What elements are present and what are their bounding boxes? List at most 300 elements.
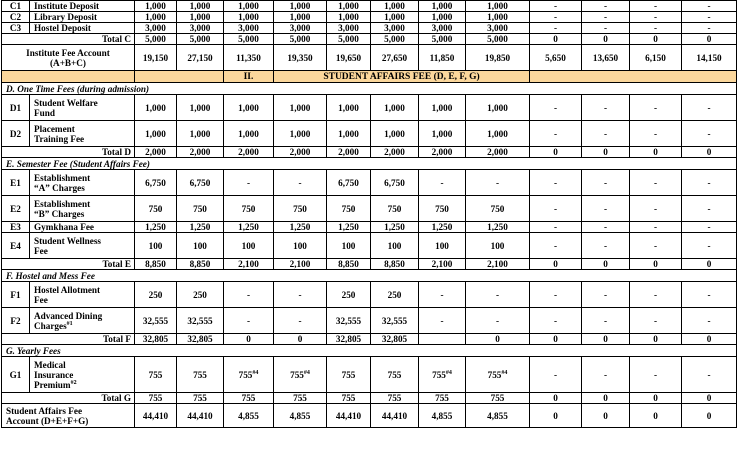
row-code-text: D2 [9,128,22,139]
value-text: 0 [553,147,558,157]
value-cell [530,121,582,147]
section-heading [2,83,737,95]
row-label [30,121,135,147]
value-text: 4,855 [289,410,311,421]
value-text: 1,000 [189,128,211,139]
value-text: - [553,289,558,300]
value-text: - [653,23,658,33]
value-text: - [653,289,658,300]
value-text: 19,350 [287,52,313,63]
value-cell [327,170,371,196]
value-text: 1,000 [238,128,259,139]
value-text: 0 [653,410,658,421]
value-cell [582,233,630,259]
value-text: 0 [553,34,558,44]
value-text: 0 [553,259,558,269]
value-cell [177,12,224,23]
value-text: 1,000 [145,1,166,11]
value-text: 755 [290,369,304,380]
row-code-text: E4 [10,240,21,251]
footnote-marker: #4 [303,369,310,376]
value-text: - [707,369,711,380]
value-cell [582,121,630,147]
row-code [2,357,30,393]
value-cell [177,282,224,308]
value-text: 11,850 [429,52,455,63]
value-cell [530,308,582,334]
value-cell [274,334,327,345]
value-cell [682,147,737,158]
value-text: - [246,289,251,300]
value-text: 1,000 [338,128,359,139]
value-text: 32,805 [187,334,213,344]
value-text: 750 [241,203,256,214]
value-cell [274,308,327,334]
value-text: - [495,289,500,300]
value-cell [466,12,530,23]
value-cell [466,222,530,233]
value-cell [466,95,530,121]
row-code [2,1,30,12]
value-cell [371,259,419,270]
value-cell [327,23,371,34]
value-cell [371,222,419,233]
value-text: 3,000 [487,23,508,33]
value-text: - [603,12,608,22]
value-cell [630,233,682,259]
value-text: 3,000 [431,23,453,33]
value-cell [371,308,419,334]
value-cell [371,45,419,71]
section-f-heading [2,270,737,282]
value-cell [466,23,530,34]
value-cell [274,222,327,233]
value-text: 3,000 [384,23,405,33]
band-spacer [135,71,224,83]
value-cell [224,45,274,71]
value-text: 2,100 [289,259,311,269]
value-cell [135,308,177,334]
row-label-text: Charges [34,320,67,331]
value-text: 250 [387,289,402,300]
value-cell [327,121,371,147]
section-band [2,71,737,83]
row-code [2,233,30,259]
value-text: 0 [653,393,658,403]
value-text: 250 [148,289,163,300]
value-text: 2,000 [431,147,453,157]
value-text: 1,000 [338,12,359,22]
section-d-heading [2,83,737,95]
value-text: 44,410 [187,410,213,421]
section-heading-text: E. Semester Fee (Student Affairs Fee) [6,158,150,169]
value-cell [224,282,274,308]
section-heading [2,270,737,282]
account-label-text: Student Affairs Fee [6,405,83,416]
row-label-text: Gymkhana Fee [34,222,94,232]
value-text: 0 [603,259,608,269]
value-cell [682,259,737,270]
value-text: - [707,1,711,11]
value-text: 1,000 [289,102,311,113]
value-cell [224,393,274,404]
value-cell [327,147,371,158]
value-text: 1,000 [189,1,211,11]
value-cell [327,259,371,270]
value-cell [419,45,466,71]
row-label-text: Medical [34,359,66,370]
value-text: 0 [297,334,303,344]
value-cell [466,34,530,45]
total-label-text: Total F [103,334,131,344]
value-cell [582,334,630,345]
value-text: 5,000 [338,34,359,44]
value-cell [327,233,371,259]
value-cell [327,334,371,345]
value-text: 100 [387,240,402,251]
total-label [2,147,135,158]
value-text: 100 [435,240,449,251]
value-text: - [440,289,444,300]
value-text: 0 [553,334,558,344]
value-text: 2,100 [487,259,508,269]
value-cell [177,259,224,270]
row-code [2,170,30,196]
value-cell [371,334,419,345]
value-cell [419,404,466,428]
row-label-text: “A” Charges [34,182,85,193]
value-text: 6,150 [645,52,666,63]
value-cell [582,23,630,34]
value-text: 250 [341,289,356,300]
value-cell [224,34,274,45]
value-text: 5,000 [289,34,311,44]
value-text: 1,000 [338,1,359,11]
value-text: 1,000 [238,12,259,22]
value-cell [630,222,682,233]
value-cell [466,1,530,12]
value-cell [466,357,530,393]
value-cell [327,12,371,23]
value-text: 755 [490,393,505,403]
row-code-text: E2 [10,203,21,214]
row-code-text: G1 [9,369,22,380]
value-cell [582,357,630,393]
value-cell [224,170,274,196]
value-text: 8,850 [189,259,211,269]
value-cell [419,357,466,393]
value-text: - [603,177,608,188]
value-cell [135,95,177,121]
value-text: 32,555 [381,315,408,326]
value-cell [371,12,419,23]
value-cell [582,34,630,45]
value-text: 1,250 [189,222,211,232]
value-cell [224,259,274,270]
value-text: 755 [387,369,402,380]
value-cell [177,308,224,334]
value-cell [630,95,682,121]
value-text: 0 [603,393,608,403]
value-text: 5,000 [384,34,405,44]
value-text: 44,410 [381,410,408,421]
value-cell [582,404,630,428]
value-cell [630,259,682,270]
table-row [2,196,737,222]
value-cell [466,259,530,270]
institute-account-row [2,45,737,71]
value-cell [466,196,530,222]
row-code-text: C3 [9,23,22,33]
row-label [30,308,135,334]
value-cell [224,121,274,147]
value-text: 6,750 [189,177,211,188]
value-cell [327,222,371,233]
value-cell [582,393,630,404]
row-label-text: Placement [34,123,75,134]
value-text: 13,650 [592,52,619,63]
value-cell [135,222,177,233]
value-text: - [653,1,658,11]
row-code [2,121,30,147]
value-cell [274,393,327,404]
value-cell [466,233,530,259]
value-text: - [653,102,658,113]
value-cell [419,95,466,121]
value-cell [371,404,419,428]
value-text: - [603,222,608,232]
value-text: - [653,177,658,188]
value-text: 4,855 [487,410,508,421]
value-text: 1,000 [289,12,311,22]
value-cell [274,12,327,23]
value-text: 2,000 [338,147,359,157]
value-text: 1,000 [189,12,211,22]
value-text: 0 [603,410,608,421]
value-cell [371,196,419,222]
value-text: - [603,23,608,33]
table-row [2,282,737,308]
value-cell [274,357,327,393]
value-text: 32,805 [381,334,408,344]
value-cell [135,357,177,393]
row-label [30,170,135,196]
value-text: - [603,102,608,113]
value-cell [135,334,177,345]
value-cell [135,12,177,23]
value-cell [327,34,371,45]
value-cell [466,170,530,196]
value-text: 755 [487,369,502,380]
value-text: 1,000 [238,102,259,113]
value-text: 250 [193,289,207,300]
value-cell [274,404,327,428]
value-text: - [603,1,608,11]
value-text: - [707,177,711,188]
value-cell [327,393,371,404]
row-label-text: Fund [34,107,55,118]
value-cell [530,282,582,308]
value-cell [327,196,371,222]
value-cell [530,357,582,393]
value-text: 100 [490,240,505,251]
value-text: 27,650 [381,52,408,63]
row-code-text: C1 [9,1,22,11]
value-cell [530,34,582,45]
value-text: - [707,203,711,214]
value-text: 0 [653,334,658,344]
value-cell [630,1,682,12]
value-cell [466,45,530,71]
value-cell [371,233,419,259]
value-cell [224,196,274,222]
value-text: 0 [246,334,251,344]
account-label [2,404,135,428]
total-label [2,259,135,270]
value-cell [630,170,682,196]
row-label [30,196,135,222]
value-cell [371,95,419,121]
value-text: 1,250 [384,222,405,232]
value-cell [135,196,177,222]
value-text: 100 [293,240,307,251]
row-label-text: “B” Charges [34,208,85,219]
value-cell [224,1,274,12]
value-text: - [603,240,608,251]
value-text: 32,555 [335,315,362,326]
value-cell [135,233,177,259]
value-text: - [298,315,302,326]
value-cell [582,45,630,71]
value-cell [327,308,371,334]
value-text: 1,000 [487,128,508,139]
value-cell [177,170,224,196]
value-cell [274,196,327,222]
value-cell [582,259,630,270]
value-text: - [553,12,558,22]
value-cell [327,357,371,393]
value-text: 5,000 [145,34,166,44]
value-text: 3,000 [145,23,166,33]
value-text: 1,000 [487,102,508,113]
row-code [2,12,30,23]
value-cell [371,147,419,158]
total-e-row [2,259,737,270]
value-cell [466,121,530,147]
value-text: - [707,102,711,113]
footnote-marker: #1 [66,320,73,327]
value-text: 755 [387,393,402,403]
row-label-text: Insurance [34,369,74,380]
value-text: - [553,23,558,33]
value-text: 5,000 [238,34,259,44]
value-text: 8,850 [338,259,359,269]
section-e-heading [2,158,737,170]
value-cell [274,147,327,158]
value-cell [177,404,224,428]
value-text: 750 [148,203,163,214]
value-text: - [246,177,251,188]
value-cell [224,222,274,233]
total-label-text: Total C [101,34,131,44]
value-cell [630,308,682,334]
value-cell [371,357,419,393]
section-heading [2,158,737,170]
value-cell [371,170,419,196]
value-cell [177,222,224,233]
value-text: 3,000 [189,23,211,33]
value-text: 1,000 [431,1,453,11]
value-cell [224,12,274,23]
band-numeral-text: II. [243,71,254,82]
value-text: 5,000 [431,34,453,44]
row-label [30,282,135,308]
total-c-row [2,34,737,45]
value-cell [582,95,630,121]
value-cell [135,34,177,45]
value-cell [630,147,682,158]
value-text: 1,000 [384,12,405,22]
value-cell [630,334,682,345]
value-cell [582,222,630,233]
total-f-row [2,334,737,345]
value-text: 1,000 [145,12,166,22]
row-label [30,222,135,233]
account-label [2,45,135,71]
band-spacer [2,71,135,83]
table-row [2,222,737,233]
value-cell [177,393,224,404]
value-cell [630,45,682,71]
value-cell [274,259,327,270]
value-text: 44,410 [335,410,362,421]
value-text: 2,000 [487,147,508,157]
value-text: 11,350 [236,52,261,63]
total-label-text: Total G [101,393,131,403]
value-text: - [603,203,608,214]
row-label [30,23,135,34]
value-cell [466,404,530,428]
value-cell [177,34,224,45]
value-text: 14,150 [696,52,722,63]
table-row [2,308,737,334]
value-cell [327,282,371,308]
row-label-text: Student Welfare [34,97,98,108]
value-cell [419,334,466,345]
value-cell [327,404,371,428]
value-cell [530,334,582,345]
value-cell [582,12,630,23]
value-cell [274,121,327,147]
value-text: 3,000 [289,23,311,33]
value-text: 19,850 [484,52,511,63]
row-label-text: Fee [34,245,48,256]
value-text: - [553,128,558,139]
value-text: 100 [193,240,207,251]
value-text: 1,000 [487,1,508,11]
row-label-text: Hostel Allotment [34,284,101,295]
total-label [2,393,135,404]
value-text: 755 [435,393,449,403]
value-cell [371,23,419,34]
value-cell [224,23,274,34]
value-cell [530,196,582,222]
value-text: - [653,203,658,214]
value-text: 755 [193,369,207,380]
value-cell [177,334,224,345]
student-account-row [2,404,737,428]
row-code [2,222,30,233]
